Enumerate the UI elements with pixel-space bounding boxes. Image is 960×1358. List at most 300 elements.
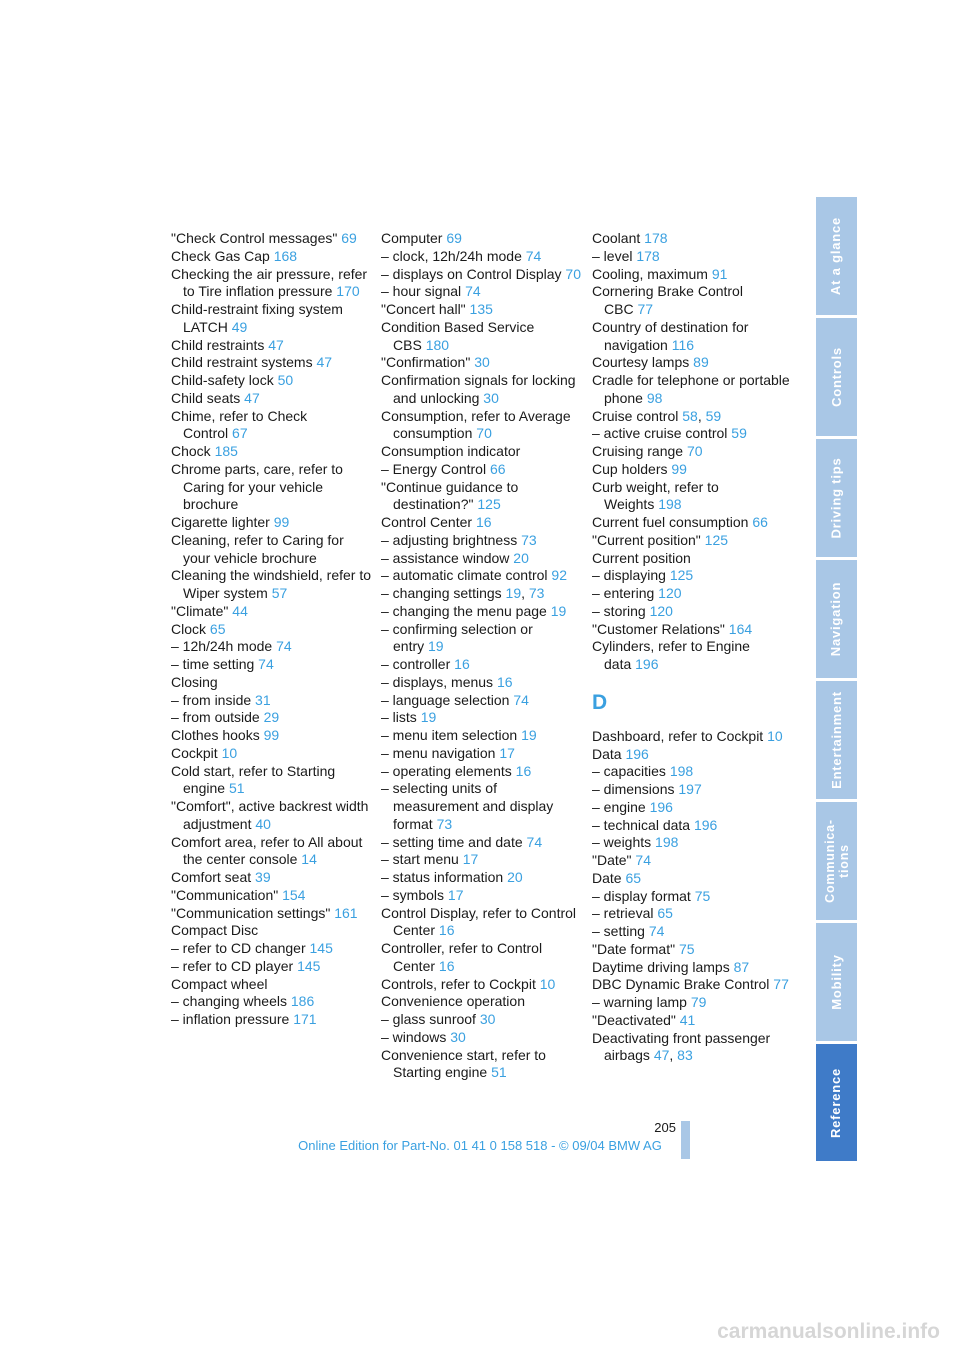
- index-term: – engine: [592, 798, 646, 815]
- index-term: Cooling, maximum: [592, 265, 708, 282]
- index-entry: [381, 709, 581, 727]
- index-entry: [381, 479, 581, 515]
- index-entry: [171, 976, 371, 994]
- page-reference-link[interactable]: 73: [436, 815, 453, 832]
- page-reference-link[interactable]: 164: [728, 620, 753, 637]
- index-term: Dashboard, refer to Cockpit: [592, 727, 764, 744]
- index-term: Cruise control: [592, 407, 679, 424]
- index-entry: [381, 887, 581, 905]
- index-term: – changing settings: [381, 585, 502, 601]
- index-entry: [592, 905, 792, 923]
- index-term: – setting: [592, 923, 645, 939]
- index-term: Consumption, refer to Average consumption: [381, 407, 571, 442]
- index-entry: [592, 638, 792, 674]
- index-term: DBC Dynamic Brake Control: [592, 976, 770, 993]
- page-reference-link[interactable]: 10: [767, 727, 783, 744]
- index-term: Country of destination for navigation: [592, 318, 749, 353]
- index-term: Clock: [171, 620, 207, 637]
- index-entry: [171, 443, 371, 461]
- index-entry: [592, 425, 792, 443]
- tab-communications[interactable]: [816, 802, 857, 920]
- index-entry: [171, 337, 371, 355]
- index-term: Convenience start, refer to Starting engine: [381, 1046, 546, 1081]
- index-entry: [592, 994, 792, 1012]
- page-reference-link[interactable]: 196: [649, 798, 673, 815]
- index-entry: [592, 834, 792, 852]
- index-entry: [381, 1029, 581, 1047]
- index-entry: [381, 354, 581, 372]
- index-term: – from outside: [171, 709, 260, 726]
- page-reference-link[interactable]: 47: [268, 336, 284, 353]
- index-entry: [381, 745, 581, 763]
- page-reference-link[interactable]: 198: [658, 496, 682, 513]
- index-term: – automatic climate control: [381, 567, 548, 584]
- index-entry: [592, 266, 792, 284]
- index-term: Daytime driving lamps: [592, 958, 730, 975]
- index-entry: [171, 230, 371, 248]
- index-term: – adjusting brightness: [381, 531, 518, 548]
- page-reference-link[interactable]: 87: [733, 958, 750, 975]
- index-term: "Date format": [592, 940, 676, 957]
- index-entry: [381, 283, 581, 301]
- page-reference-link[interactable]: 178: [636, 247, 660, 264]
- page-reference-link[interactable]: 74: [635, 852, 651, 868]
- page-reference-link[interactable]: 125: [704, 531, 729, 548]
- index-entry: [592, 923, 792, 941]
- page-reference-link[interactable]: 47: [653, 1047, 670, 1064]
- page-reference-link[interactable]: 98: [646, 389, 663, 406]
- index-term: Cleaning the windshield, refer to Wiper system: [171, 567, 372, 601]
- index-entry: [381, 461, 581, 479]
- index-entry: [381, 266, 581, 284]
- index-entry: [171, 656, 371, 674]
- page-reference-link[interactable]: 59: [705, 407, 722, 424]
- page-reference-link[interactable]: 16: [438, 922, 455, 939]
- index-term: Courtesy lamps: [592, 354, 690, 371]
- index-entry: [171, 674, 371, 692]
- page-reference-link[interactable]: 74: [276, 638, 292, 655]
- index-entry: [592, 852, 792, 870]
- index-entry: [381, 993, 581, 1011]
- index-term: Comfort seat: [171, 869, 252, 885]
- index-term: – technical data: [592, 816, 691, 833]
- index-entry: [171, 354, 371, 372]
- index-entry: [381, 656, 581, 674]
- index-term: "Communication settings": [171, 904, 331, 921]
- index-entry: [171, 869, 371, 887]
- index-entry: [592, 603, 792, 621]
- page-reference-link[interactable]: 83: [677, 1047, 693, 1064]
- page-reference-link[interactable]: 66: [752, 514, 768, 530]
- page-reference-link[interactable]: 51: [491, 1064, 507, 1081]
- page-reference-link[interactable]: 70: [686, 443, 703, 459]
- tab-mobility[interactable]: [816, 923, 857, 1041]
- page-reference-link[interactable]: 47: [316, 354, 333, 371]
- index-term: – from inside: [171, 691, 252, 708]
- index-entry: [592, 550, 792, 568]
- index-term: Current position: [592, 549, 691, 566]
- index-term: – status information: [381, 869, 504, 885]
- page-reference-link[interactable]: 30: [479, 1011, 496, 1027]
- page-reference-link[interactable]: 99: [263, 727, 280, 743]
- index-term: – display format: [592, 887, 691, 904]
- index-entry: [171, 958, 371, 976]
- page-reference-link[interactable]: 75: [694, 887, 711, 904]
- index-entry: [381, 514, 581, 532]
- index-entry: [381, 1047, 581, 1083]
- index-term: Cruising range: [592, 443, 684, 459]
- index-term: Data: [592, 745, 622, 762]
- page-reference-link[interactable]: 125: [477, 496, 501, 513]
- index-entry: [381, 301, 581, 319]
- index-entry: [592, 354, 792, 372]
- index-term: – clock, 12h/24h mode: [381, 247, 522, 264]
- page-reference-link[interactable]: 135: [469, 301, 493, 317]
- page-reference-link[interactable]: 171: [293, 1011, 317, 1027]
- page-reference-link[interactable]: 16: [454, 656, 470, 672]
- index-term: "Confirmation": [381, 354, 471, 371]
- page-reference-link[interactable]: 198: [669, 763, 694, 780]
- page-reference-link[interactable]: 92: [551, 567, 567, 584]
- index-term: Chrome parts, care, refer to Caring for your vehicle brochure: [171, 460, 343, 513]
- page-reference-link[interactable]: 59: [731, 425, 747, 442]
- index-term: Chock: [171, 443, 211, 459]
- index-term: Current fuel consumption: [592, 514, 749, 530]
- page-reference-link[interactable]: 67: [232, 425, 248, 442]
- section-tabs: [816, 197, 857, 1164]
- index-column-1: [171, 230, 371, 1029]
- index-entry: [592, 567, 792, 585]
- page-reference-link[interactable]: 196: [693, 816, 718, 833]
- index-term: – weights: [592, 834, 652, 851]
- index-entry: [171, 834, 371, 870]
- page-reference-link[interactable]: 49: [231, 318, 248, 335]
- index-entry: [171, 603, 371, 621]
- page-reference-link[interactable]: 74: [525, 247, 542, 264]
- page-reference-link[interactable]: 170: [336, 283, 360, 300]
- page-reference-link[interactable]: 69: [341, 230, 357, 246]
- page-reference-link[interactable]: 77: [637, 301, 654, 317]
- page-number: 205: [654, 1120, 676, 1135]
- page-reference-link[interactable]: 91: [711, 265, 728, 282]
- page-reference-link[interactable]: 161: [334, 904, 358, 921]
- index-term: Child-safety lock: [171, 372, 274, 388]
- index-entry: [381, 443, 581, 461]
- page-reference-link[interactable]: 39: [255, 869, 271, 885]
- page-reference-link[interactable]: 168: [273, 247, 298, 264]
- index-term: Chime, refer to Check Control: [171, 407, 308, 442]
- page-reference-link[interactable]: 10: [221, 744, 238, 761]
- index-term: Check Gas Cap: [171, 247, 270, 264]
- index-entry: [592, 746, 792, 764]
- tab-entertainment[interactable]: [816, 681, 857, 799]
- page-reference-link[interactable]: 185: [214, 443, 238, 459]
- index-term: – hour signal: [381, 283, 462, 300]
- page-reference-link[interactable]: 41: [679, 1011, 696, 1028]
- index-entry: [592, 941, 792, 959]
- page-reference-link[interactable]: 17: [499, 744, 515, 761]
- page-ref-separator: ,: [669, 1047, 674, 1064]
- page-reference-link[interactable]: 73: [528, 585, 545, 601]
- page-reference-link[interactable]: 74: [465, 283, 481, 300]
- page-reference-link[interactable]: 40: [255, 815, 271, 832]
- index-term: Child-restraint fixing system LATCH: [171, 301, 343, 335]
- tab-at-a-glance[interactable]: [816, 197, 857, 315]
- tab-label: Reference: [828, 1067, 844, 1138]
- index-term: Closing: [171, 673, 218, 690]
- index-term: Coolant: [592, 230, 641, 246]
- page-reference-link[interactable]: 65: [657, 905, 673, 922]
- index-term: – entering: [592, 585, 655, 601]
- tab-label: Communica- tions: [822, 819, 851, 903]
- index-entry: [381, 372, 581, 408]
- index-entry: [592, 283, 792, 319]
- index-term: – language selection: [381, 691, 510, 708]
- index-term: Controller, refer to Control Center: [381, 940, 543, 974]
- page-reference-link[interactable]: 125: [669, 567, 694, 584]
- index-term: – warning lamp: [592, 994, 687, 1010]
- page-ref-separator: ,: [697, 407, 702, 424]
- page-reference-link[interactable]: 16: [515, 762, 532, 779]
- index-entry: [171, 922, 371, 940]
- index-entry: [592, 461, 792, 479]
- index-entry: [381, 869, 581, 887]
- index-term: – setting time and date: [381, 833, 523, 850]
- page-reference-link[interactable]: 145: [309, 940, 333, 956]
- index-entry: [171, 745, 371, 763]
- page-reference-link[interactable]: 77: [773, 976, 789, 993]
- index-term: Compact Disc: [171, 922, 259, 939]
- page-reference-link[interactable]: 186: [290, 993, 315, 1010]
- index-entry: [592, 976, 792, 994]
- index-entry: [381, 692, 581, 710]
- page-reference-link[interactable]: 44: [232, 602, 248, 619]
- index-entry: [592, 372, 792, 408]
- footer-edition-text: Online Edition for Part-No. 01 41 0 158 518 - © 09/04 BMW AG: [298, 1138, 662, 1153]
- index-entry: [592, 621, 792, 639]
- index-entry: [381, 905, 581, 941]
- index-entry: [171, 514, 371, 532]
- tab-label: Navigation: [828, 581, 844, 657]
- index-entry: [592, 585, 792, 603]
- page-reference-link[interactable]: 65: [209, 620, 226, 637]
- index-term: "Date": [592, 852, 632, 868]
- index-entry: [171, 532, 371, 568]
- page-reference-link[interactable]: 19: [420, 709, 437, 726]
- index-term: – displays on Control Display: [381, 265, 562, 282]
- index-entry: [381, 763, 581, 781]
- index-entry: [592, 728, 792, 746]
- page-reference-link[interactable]: 16: [475, 514, 492, 530]
- index-term: "Deactivated": [592, 1011, 676, 1028]
- page-reference-link[interactable]: 30: [483, 389, 499, 406]
- index-entry: [381, 567, 581, 585]
- index-term: – level: [592, 247, 633, 264]
- index-term: "Comfort", active backrest width adjustment: [171, 798, 369, 832]
- index-entry: [592, 248, 792, 266]
- page-reference-link[interactable]: 47: [244, 389, 260, 406]
- index-term: Deactivating front passenger airbags: [592, 1029, 771, 1064]
- page-reference-link[interactable]: 58: [682, 407, 698, 424]
- index-entry: [592, 1030, 792, 1066]
- index-term: "Customer Relations": [592, 620, 725, 637]
- index-term: – changing the menu page: [381, 602, 547, 619]
- page-reference-link[interactable]: 116: [671, 336, 695, 353]
- page-reference-link[interactable]: 73: [521, 531, 537, 548]
- index-entry: [171, 638, 371, 656]
- index-entry: [381, 1011, 581, 1029]
- index-column-2: [381, 230, 581, 1082]
- index-entry: [381, 834, 581, 852]
- index-term: – active cruise control: [592, 425, 728, 442]
- index-term: – selecting units of measurement and display format: [381, 780, 554, 832]
- page-reference-link[interactable]: 196: [635, 656, 659, 672]
- index-letter-heading: D: [592, 690, 608, 714]
- index-term: Control Display, refer to Control Center: [381, 904, 577, 939]
- page-reference-link[interactable]: 70: [476, 425, 492, 442]
- index-term: Curb weight, refer to Weights: [592, 478, 719, 513]
- page-reference-link[interactable]: 74: [526, 833, 543, 850]
- page-reference-link[interactable]: 19: [505, 585, 522, 601]
- page-reference-link[interactable]: 70: [565, 265, 581, 282]
- index-entry: [381, 851, 581, 869]
- index-term: Control Center: [381, 514, 473, 530]
- index-entry: [381, 603, 581, 621]
- index-entry: [592, 799, 792, 817]
- index-entry: [381, 976, 581, 994]
- index-term: Consumption indicator: [381, 443, 521, 459]
- page-reference-link[interactable]: 180: [425, 336, 450, 353]
- index-term: – menu navigation: [381, 744, 496, 761]
- index-term: Condition Based Service CBS: [381, 318, 535, 353]
- index-term: Date: [592, 869, 622, 886]
- page-reference-link[interactable]: 20: [507, 869, 523, 885]
- index-entry: [592, 319, 792, 355]
- page-reference-link[interactable]: 66: [489, 460, 506, 477]
- index-entry: [592, 1012, 792, 1030]
- page-reference-link[interactable]: 17: [462, 851, 479, 868]
- page-reference-link[interactable]: 74: [648, 923, 665, 939]
- index-term: Cold start, refer to Starting engine: [171, 762, 336, 797]
- index-term: – 12h/24h mode: [171, 638, 273, 655]
- page-reference-link[interactable]: 196: [625, 745, 649, 762]
- index-entry: [592, 817, 792, 835]
- page-reference-link[interactable]: 30: [450, 1028, 466, 1045]
- index-term: Comfort area, refer to All about the center console: [171, 833, 363, 868]
- index-entry: [171, 461, 371, 514]
- page-reference-link[interactable]: 74: [258, 656, 274, 672]
- index-entry: [592, 514, 792, 532]
- page-reference-link[interactable]: 74: [513, 691, 529, 708]
- index-term: "Continue guidance to destination?": [381, 478, 519, 513]
- index-term: – inflation pressure: [171, 1011, 290, 1027]
- index-term: Confirmation signals for locking and unlocking: [381, 372, 576, 406]
- index-entry: [381, 940, 581, 976]
- tab-navigation[interactable]: [816, 560, 857, 678]
- index-entry: [171, 390, 371, 408]
- page-reference-link[interactable]: 145: [297, 957, 321, 974]
- page-reference-link[interactable]: 10: [539, 975, 556, 992]
- page-reference-link[interactable]: 99: [273, 514, 290, 530]
- page-reference-link[interactable]: 16: [496, 673, 513, 690]
- page-reference-link[interactable]: 20: [513, 549, 529, 566]
- index-term: – start menu: [381, 851, 459, 868]
- page-reference-link[interactable]: 19: [550, 602, 567, 619]
- page-reference-link[interactable]: 178: [644, 230, 668, 246]
- index-term: – menu item selection: [381, 727, 518, 743]
- tab-label: Entertainment: [828, 691, 844, 789]
- page-reference-link[interactable]: 154: [282, 886, 306, 903]
- page-reference-link[interactable]: 14: [301, 851, 317, 868]
- index-entry: [171, 621, 371, 639]
- index-entry: [171, 408, 371, 444]
- page-reference-link[interactable]: 31: [255, 691, 271, 708]
- page-reference-link[interactable]: 51: [228, 780, 245, 797]
- page-reference-link[interactable]: 17: [447, 886, 464, 903]
- page-reference-link[interactable]: 197: [678, 781, 702, 797]
- index-entry: [171, 887, 371, 905]
- page-reference-link[interactable]: 69: [446, 230, 462, 246]
- page-reference-link[interactable]: 79: [690, 994, 707, 1010]
- index-entry: [171, 266, 371, 302]
- index-term: Convenience operation: [381, 993, 525, 1010]
- index-entry: [592, 408, 792, 426]
- index-term: – capacities: [592, 763, 666, 780]
- page-reference-link[interactable]: 120: [658, 585, 682, 601]
- index-term: "Climate": [171, 602, 229, 619]
- page-reference-link[interactable]: 89: [693, 354, 709, 371]
- index-entry: [381, 408, 581, 444]
- index-entry: [171, 692, 371, 710]
- index-term: Controls, refer to Cockpit: [381, 975, 536, 992]
- page-reference-link[interactable]: 29: [263, 709, 280, 726]
- index-term: Checking the air pressure, refer to Tire inflation pressure: [171, 265, 368, 300]
- page-reference-link[interactable]: 16: [438, 957, 455, 974]
- index-entry: [171, 763, 371, 799]
- index-term: Cup holders: [592, 460, 668, 477]
- index-term: – operating elements: [381, 762, 512, 779]
- page-reference-link[interactable]: 57: [271, 585, 288, 601]
- index-entry: [381, 550, 581, 568]
- index-entry: [171, 248, 371, 266]
- page-reference-link[interactable]: 75: [678, 940, 695, 957]
- tab-label: Driving tips: [828, 457, 844, 539]
- page-reference-link[interactable]: 19: [521, 727, 537, 743]
- page-reference-link[interactable]: 99: [671, 460, 687, 477]
- index-entry: [171, 905, 371, 923]
- index-entry: [592, 443, 792, 461]
- tab-label: Mobility: [828, 954, 844, 1010]
- index-entry: [381, 674, 581, 692]
- page-reference-link[interactable]: 65: [625, 869, 642, 886]
- index-term: Child restraints: [171, 336, 265, 353]
- index-term: – displays, menus: [381, 673, 494, 690]
- page-reference-link[interactable]: 120: [649, 602, 673, 619]
- index-term: Cornering Brake Control CBC: [592, 283, 743, 317]
- page-reference-link[interactable]: 50: [277, 372, 294, 388]
- index-entry: [592, 870, 792, 888]
- page-reference-link[interactable]: 198: [655, 834, 679, 851]
- tab-controls[interactable]: [816, 318, 857, 436]
- index-entry: [592, 888, 792, 906]
- page-reference-link[interactable]: 19: [428, 638, 444, 655]
- index-term: – time setting: [171, 656, 255, 672]
- tab-driving-tips[interactable]: [816, 439, 857, 557]
- index-entry: [171, 709, 371, 727]
- index-term: Cigarette lighter: [171, 514, 270, 530]
- index-entry: [381, 230, 581, 248]
- page-reference-link[interactable]: 30: [474, 354, 490, 371]
